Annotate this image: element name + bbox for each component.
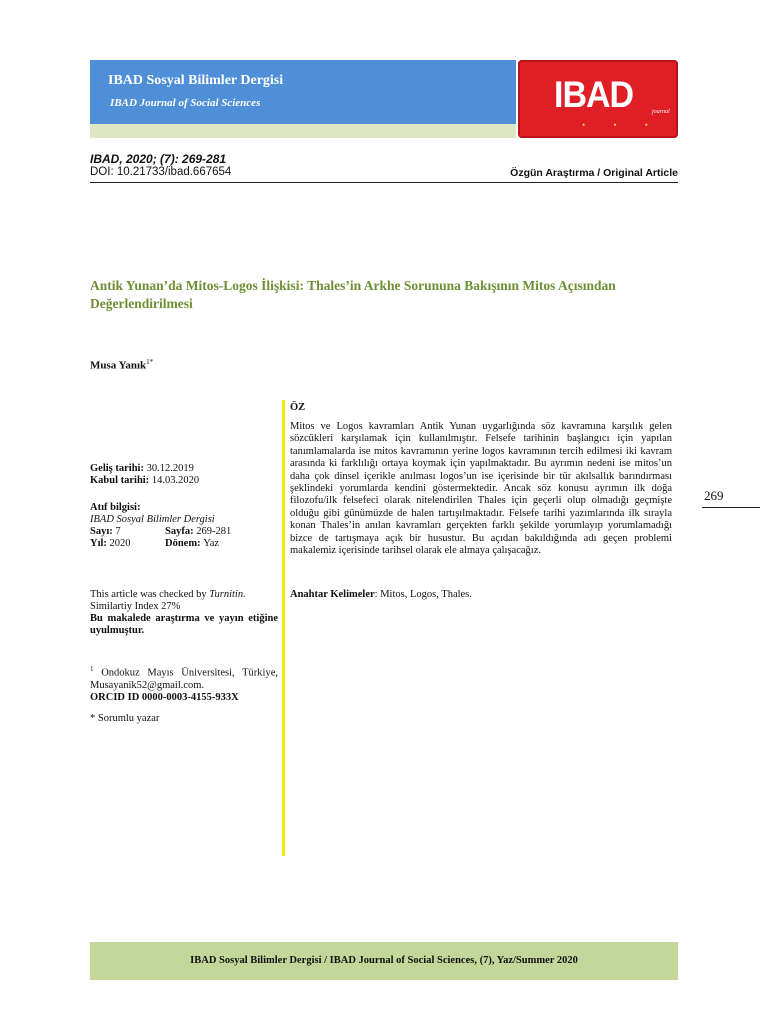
pages-value: 269-281 <box>196 526 232 537</box>
check-tool: Turnitin. <box>209 589 246 600</box>
author <box>90 358 153 372</box>
doi: DOI: 10.21733/ibad.667654 <box>90 166 232 178</box>
logo-text: IBAD <box>554 74 634 116</box>
orcid: ORCID ID 0000-0003-4155-933X <box>90 691 239 703</box>
received-date: 30.12.2019 <box>146 463 194 474</box>
check-prefix: This article was checked by <box>90 589 207 600</box>
attribution-heading: Atıf bilgisi: <box>90 502 141 513</box>
issue-value: 7 <box>115 526 121 537</box>
abstract-heading: ÖZ <box>290 402 306 413</box>
dates-block <box>90 463 278 487</box>
plagiarism-check <box>90 589 278 637</box>
banner-strip <box>90 124 516 138</box>
abstract-text: Mitos ve Logos kavramları Antik Yunan uygarlığında söz kavramına karşılık gelen sözcükleri karşılamak için kullanılmıştır. Felsefe tarihinin başlangıcı için yapılan tanımlamalarda ise mitos kavramının yerine logos kavramının tercih edilmesi iki kavram arasında ki farklılığı ortaya koymak için yapılmaktadır. Bu ayrımın nedeni ise mitos’un daha çok dinsel içerikle anılması logos’un ise içerisinde bir tür akılsallık barındırması şeklindeki yorumlarda kendini göstermektedir. Ancak söz konusu ayrımın ilk doğa filozofu/ilk felsefeci olarak nitelendirilen Thales için geçerli olup olmadığı geçmişte olduğu gibi günümüzde de halen tartışılmaktadır. Felsefe tarihi yazımlarında ilk sırayla konan Thales’in anılan kavramları gerçekten farklı şekilde yorumlayıp yorumlamadığı bizce de tartışmaya açık bir husustur. Bu açıdan bakıldığında adı geçen problemi makalemiz içerisinde tarihsel olarak ele almaya çalışacağız. <box>290 421 672 557</box>
ibad-logo-icon <box>518 60 678 138</box>
author-superscript: 1* <box>146 358 154 366</box>
ethics-statement: Bu makalede araştırma ve yayın etiğine uyulmuştur. <box>90 613 278 636</box>
similarity-index: Similartiy Index 27% <box>90 601 181 612</box>
issue-label: Sayı: <box>90 526 113 537</box>
keywords <box>290 589 472 600</box>
pages-label: Sayfa: <box>165 526 194 537</box>
keywords-list: : Mitos, Logos, Thales. <box>374 589 472 600</box>
received-label: Geliş tarihi: <box>90 463 144 474</box>
corresponding-author: * Sorumlu yazar <box>90 713 160 724</box>
attribution-journal: IBAD Sosyal Bilimler Dergisi <box>90 514 215 525</box>
accepted-date: 14.03.2020 <box>151 475 200 486</box>
journal-name-tr: IBAD Sosyal Bilimler Dergisi <box>108 73 284 88</box>
affiliation-text: Ondokuz Mayıs Üniversitesi, Türkiye, Musayanik52@gmail.com. <box>90 667 278 691</box>
affiliation-mark: 1 <box>90 665 94 673</box>
logo-subtext: journal <box>652 109 670 115</box>
journal-banner <box>90 60 516 124</box>
affiliation-block <box>90 663 278 704</box>
year-label: Yıl: <box>90 538 107 549</box>
logo-dots: • • • <box>582 120 661 130</box>
author-name: Musa Yanık <box>90 359 147 372</box>
accepted-label: Kabul tarihi: <box>90 475 150 486</box>
page-number: 269 <box>704 488 724 503</box>
citation-ref: IBAD, 2020; (7): 269-281 <box>90 152 227 166</box>
article-title: Antik Yunan’da Mitos-Logos İlişkisi: Thales’in Arkhe Sorununa Bakışının Mitos Açısından Değerlendirilmesi <box>90 278 616 311</box>
article-type: Özgün Araştırma / Original Article <box>510 167 678 179</box>
footer-text: IBAD Sosyal Bilimler Dergisi / IBAD Journal of Social Sciences, (7), Yaz/Summer 2020 <box>190 955 578 966</box>
term-label: Dönem: <box>165 538 201 549</box>
keywords-label: Anahtar Kelimeler <box>290 589 375 600</box>
term-value: Yaz <box>203 538 220 549</box>
year-value: 2020 <box>109 538 131 549</box>
journal-name-en: IBAD Journal of Social Sciences <box>110 97 261 109</box>
page-footer <box>90 942 678 980</box>
page-number-rule <box>702 507 760 508</box>
attribution-block <box>90 502 278 550</box>
header-divider <box>90 182 678 183</box>
column-divider <box>282 400 285 856</box>
